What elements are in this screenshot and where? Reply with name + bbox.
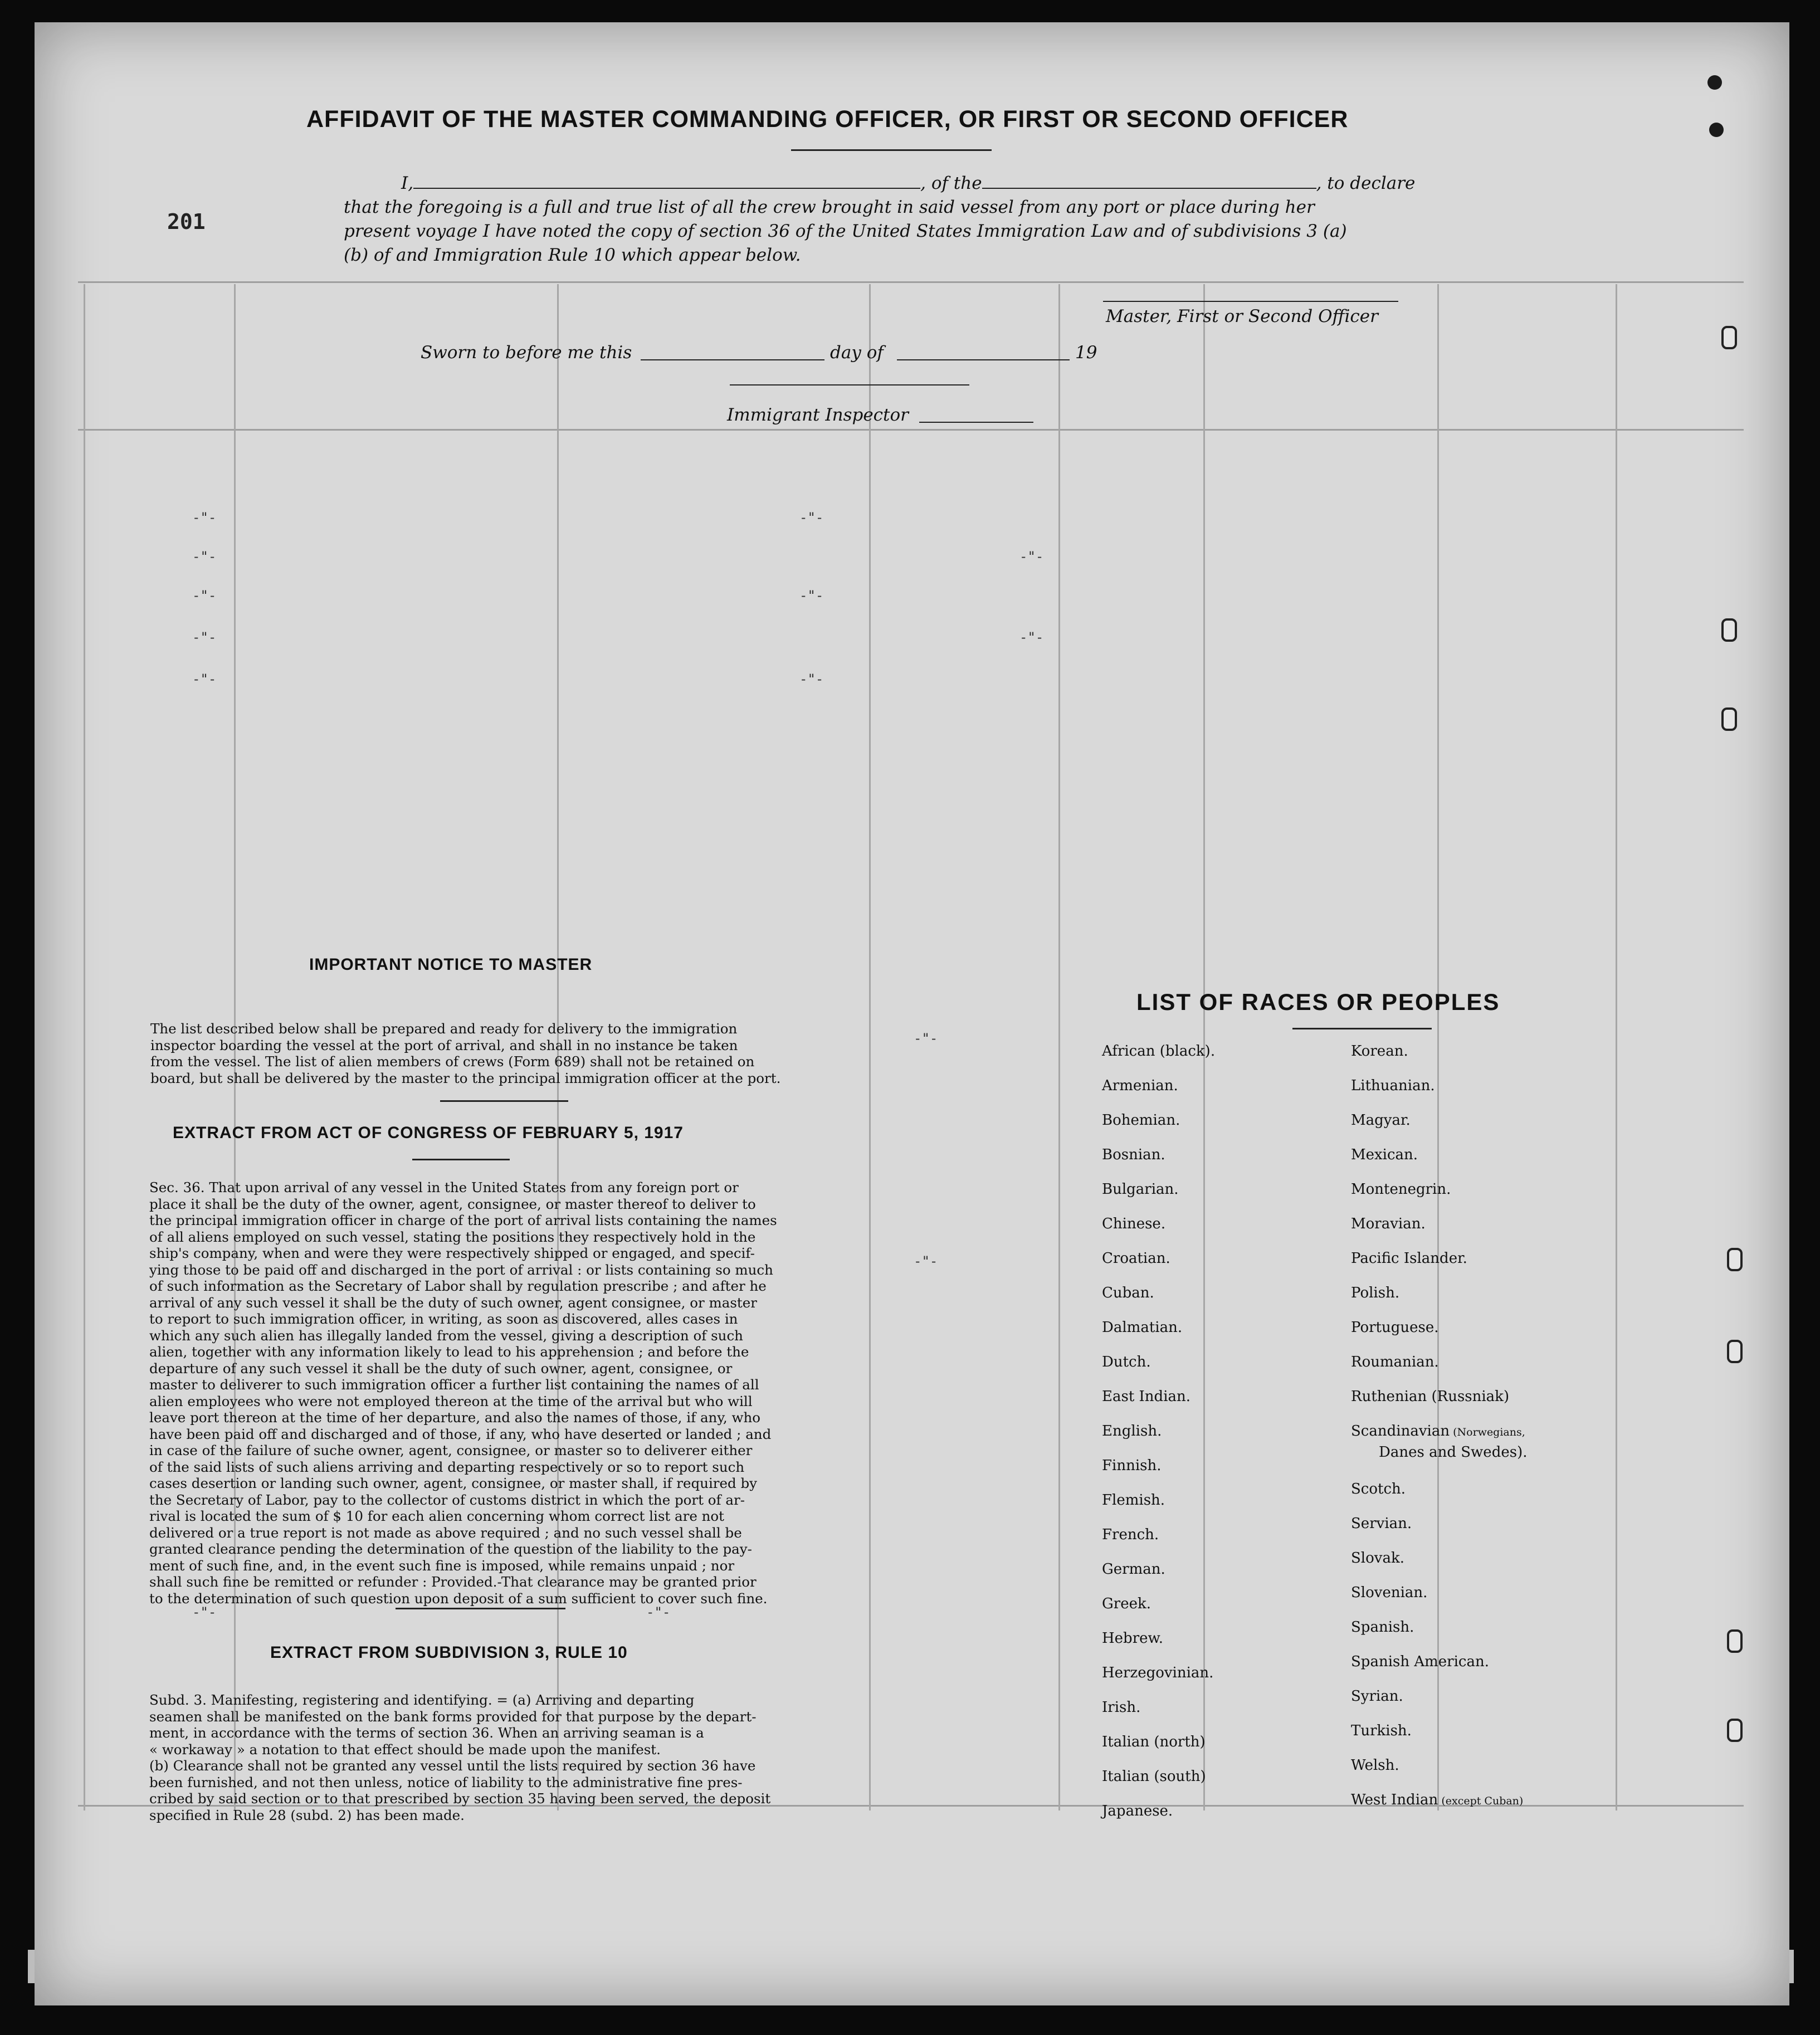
race-item: Chinese. — [1102, 1216, 1166, 1232]
rule-line: ment, in accordance with the terms of section 36. When an arriving seaman is a — [149, 1725, 704, 1741]
ditto-mark: -"- — [799, 671, 824, 687]
act-line: of all aliens employed on such vessel, stating the positions they respectively hold in the — [149, 1228, 756, 1245]
grid-line — [1616, 284, 1617, 1810]
race-item: Croatian. — [1102, 1250, 1170, 1267]
race-item: Mexican. — [1351, 1146, 1418, 1163]
race-item: Pacific Islander. — [1351, 1250, 1467, 1267]
declaration-line-3: present voyage I have noted the copy of section 36 of the United States Immigration Law and of subdivisions 3 (a) — [344, 221, 1347, 241]
act-line: delivered or a true report is not made as above required ; and no such vessel shall be — [149, 1524, 742, 1541]
act-line: arrival of any such vessel it shall be the duty of such owner, agent consignee, or master — [149, 1294, 757, 1311]
act-line: ying those to be paid off and discharged in the port of arrival : or lists containing so much — [149, 1261, 773, 1278]
race-note: (except Cuban) — [1438, 1795, 1524, 1807]
ditto-mark: -"- — [914, 1031, 938, 1046]
race-item: Italian (north) — [1102, 1734, 1206, 1750]
inspector-label: Immigrant Inspector — [727, 405, 909, 425]
rule-line: « workaway » a notation to that effect should be made upon the manifest. — [149, 1741, 661, 1758]
race-item: East Indian. — [1102, 1388, 1191, 1405]
declaration-i: I, — [401, 173, 414, 193]
race-item: Montenegrin. — [1351, 1181, 1451, 1198]
rivet-icon — [1707, 75, 1722, 90]
rule-line: seamen shall be manifested on the bank forms provided for that purpose by the depart- — [149, 1708, 757, 1725]
race-item: Flemish. — [1102, 1492, 1165, 1509]
affidavit-title: AFFIDAVIT OF THE MASTER COMMANDING OFFICER, OR FIRST OR SECOND OFFICER — [306, 106, 1349, 133]
punch-hole-icon — [1727, 1248, 1743, 1271]
act-line: departure of any such vessel it shall be the duty of such owner, agent, consignee, or — [149, 1360, 733, 1377]
race-item: Irish. — [1102, 1699, 1141, 1716]
race-item: Bosnian. — [1102, 1146, 1165, 1163]
race-item: Armenian. — [1102, 1077, 1178, 1094]
notice-rule — [440, 1100, 568, 1102]
ditto-mark: -"- — [192, 510, 217, 525]
ditto-mark: -"- — [914, 1253, 938, 1269]
notice-text — [150, 1021, 802, 1086]
declaration-line-2: that the foregoing is a full and true list of all the crew brought in said vessel from any port or place during her — [344, 197, 1315, 217]
punch-hole-icon — [1721, 618, 1737, 642]
rule-line: Subd. 3. Manifesting, registering and identifying. = (a) Arriving and departing — [149, 1692, 695, 1708]
race-note: Danes and Swedes). — [1379, 1444, 1528, 1461]
notice-line: from the vessel. The list of alien members of crews (Form 689) shall not be retained on — [150, 1053, 755, 1070]
act-line: to report to such immigration officer, in writing, as soon as discovered, alles cases in — [149, 1311, 738, 1327]
punch-hole-icon — [1727, 1629, 1743, 1653]
grid-line — [1058, 284, 1060, 1810]
act-line: of the said lists of such aliens arriving and departing respectively or so to report such — [149, 1458, 745, 1475]
race-item: Servian. — [1351, 1515, 1412, 1532]
race-item: African (black). — [1102, 1043, 1216, 1060]
declaration-line-1 — [401, 172, 1415, 196]
race-item: Spanish. — [1351, 1619, 1414, 1636]
grid-line — [1437, 284, 1439, 1810]
race-item: Bulgarian. — [1102, 1181, 1179, 1198]
act-line: ship's company, when and were they were respectively shipped or engaged, and specif- — [149, 1245, 755, 1261]
race-item: Italian (south) — [1102, 1768, 1206, 1785]
act-line: to the determination of such question upon deposit of a sum sufficient to cover such fine. — [149, 1590, 768, 1607]
race-item: Korean. — [1351, 1043, 1408, 1060]
ditto-mark: -"- — [192, 549, 217, 564]
notice-line: inspector boarding the vessel at the port of arrival, and shall in no instance be taken — [150, 1037, 738, 1053]
race-item: Polish. — [1351, 1285, 1400, 1301]
inspector-signature-line — [730, 384, 969, 385]
races-heading: LIST OF RACES OR PEOPLES — [1136, 989, 1500, 1015]
ditto-mark: -"- — [646, 1604, 671, 1620]
races-rule — [1292, 1028, 1432, 1029]
race-item: German. — [1102, 1561, 1165, 1578]
ditto-mark: -"- — [192, 671, 217, 687]
act-line: the principal immigration officer in charge of the port of arrival lists containing the names — [149, 1212, 777, 1228]
race-item: Herzegovinian. — [1102, 1665, 1214, 1681]
ditto-mark: -"- — [1019, 629, 1044, 645]
act-line: cases desertion or landing such owner, agent, consignee, or master shall, if required by — [149, 1475, 758, 1491]
notice-heading: IMPORTANT NOTICE TO MASTER — [309, 955, 593, 974]
ditto-mark: -"- — [799, 588, 824, 603]
act-heading: EXTRACT FROM ACT OF CONGRESS OF FEBRUARY 5, 1917 — [173, 1124, 684, 1142]
month-blank — [897, 359, 1070, 360]
race-item: French. — [1102, 1526, 1159, 1543]
act-line: have been paid off and discharged and of those, if any, who have deserted or landed ; and — [149, 1426, 772, 1442]
grid-line — [84, 284, 85, 1810]
ditto-mark: -"- — [192, 629, 217, 645]
grid-line — [869, 284, 871, 1810]
race-item: Magyar. — [1351, 1112, 1411, 1129]
act-line: in case of the failure of suche owner, agent, consignee, or master so to deliverer either — [149, 1442, 753, 1458]
act-line: place it shall be the duty of the owner, agent, consignee, or master thereof to deliver to — [149, 1195, 756, 1212]
rule-heading: EXTRACT FROM SUBDIVISION 3, RULE 10 — [270, 1643, 628, 1662]
year-label: 19 — [1075, 343, 1097, 363]
race-item: Cuban. — [1102, 1285, 1154, 1301]
race-item: Portuguese. — [1351, 1319, 1439, 1336]
race-item: Spanish American. — [1351, 1653, 1490, 1670]
act-line: ment of such fine, and, in the event such fine is imposed, while remains unpaid ; nor — [149, 1557, 735, 1574]
race-item: West Indian (except Cuban) — [1351, 1792, 1524, 1808]
declaration-of-the: , of the — [920, 173, 982, 193]
title-rule — [791, 149, 992, 151]
race-item: Slovak. — [1351, 1550, 1404, 1566]
punch-hole-icon — [1721, 707, 1737, 731]
act-line: Sec. 36. That upon arrival of any vessel in the United States from any foreign port or — [149, 1179, 739, 1195]
inspector-blank — [919, 422, 1033, 423]
race-item: Welsh. — [1351, 1757, 1399, 1774]
notice-line: The list described below shall be prepared and ready for delivery to the immigration — [150, 1021, 738, 1037]
rule-line: (b) Clearance shall not be granted any vessel until the lists required by section 36 have — [149, 1758, 756, 1774]
act-line: master to deliverer to such immigration officer a further list containing the names of all — [149, 1377, 759, 1393]
race-item: Dutch. — [1102, 1354, 1151, 1370]
race-item: Finnish. — [1102, 1457, 1162, 1474]
rule-line: been furnished, and not then unless, notice of liability to the administrative fine pres- — [149, 1774, 743, 1790]
act-end-rule — [396, 1608, 565, 1609]
race-item: Turkish. — [1351, 1722, 1412, 1739]
ditto-mark: -"- — [192, 1604, 217, 1620]
rule-line: cribed by said section or to that prescribed by section 35 having been served, the deposit — [149, 1790, 771, 1807]
act-line: shall such fine be remitted or refunder : Provided.-That clearance may be granted prior — [149, 1574, 757, 1590]
sworn-day-blank — [641, 359, 824, 360]
act-line: alien, together with any information likely to lead to his apprehension ; and before the — [149, 1344, 749, 1360]
act-line: leave port thereon at the time of her departure, and also the names of those, if any, who — [149, 1409, 760, 1426]
race-item: Scandinavian (Norwegians, — [1351, 1423, 1525, 1439]
rule-line: specified in Rule 28 (subd. 2) has been made. — [149, 1807, 465, 1823]
declaration-line-4: (b) of and Immigration Rule 10 which appear below. — [344, 245, 801, 265]
master-signature-line — [1103, 301, 1398, 302]
race-item: Moravian. — [1351, 1216, 1426, 1232]
punch-hole-icon — [1727, 1340, 1743, 1363]
race-item: Syrian. — [1351, 1688, 1403, 1705]
notice-line: board, but shall be delivered by the master to the principal immigration officer at the port. — [150, 1070, 781, 1086]
race-item: Roumanian. — [1351, 1354, 1439, 1370]
stamp-number: 201 — [167, 209, 206, 234]
race-item: Scotch. — [1351, 1481, 1406, 1497]
act-line: which any such alien has illegally landed from the vessel, giving a description of such — [149, 1327, 743, 1344]
race-item: English. — [1102, 1423, 1162, 1439]
act-rule — [412, 1159, 510, 1160]
sworn-label: Sworn to before me this — [421, 343, 632, 363]
act-line: of such information as the Secretary of Labor shall by regulation prescribe ; and after he — [149, 1278, 767, 1294]
act-line: granted clearance pending the determination of the question of the liability to the pay- — [149, 1541, 752, 1557]
race-item: Bohemian. — [1102, 1112, 1180, 1129]
act-text — [149, 1179, 804, 1607]
race-note: (Norwegians, — [1450, 1426, 1525, 1438]
race-item: Slovenian. — [1351, 1584, 1428, 1601]
race-item: Japanese. — [1102, 1803, 1173, 1819]
race-item: Lithuanian. — [1351, 1077, 1435, 1094]
ditto-mark: -"- — [1019, 549, 1044, 564]
declaration-to-declare: , to declare — [1316, 173, 1416, 193]
race-item: Hebrew. — [1102, 1630, 1163, 1647]
vessel-blank — [982, 174, 1316, 189]
rule-text — [149, 1692, 804, 1823]
punch-hole-icon — [1721, 326, 1737, 349]
race-item: Greek. — [1102, 1595, 1151, 1612]
ditto-mark: -"- — [799, 510, 824, 525]
race-item: Ruthenian (Russniak) — [1351, 1388, 1510, 1405]
act-line: the Secretary of Labor, pay to the collector of customs district in which the port of ar- — [149, 1491, 745, 1508]
act-line: alien employees who were not employed thereon at the time of the arrival but who will — [149, 1393, 753, 1409]
grid-line — [78, 429, 1744, 431]
name-blank — [413, 174, 920, 189]
grid-line — [78, 281, 1744, 283]
day-of-label: day of — [830, 343, 884, 363]
rivet-icon — [1709, 123, 1724, 137]
ditto-mark: -"- — [192, 588, 217, 603]
race-item: Dalmatian. — [1102, 1319, 1183, 1336]
master-signature-label: Master, First or Second Officer — [1106, 306, 1378, 326]
punch-hole-icon — [1727, 1719, 1743, 1742]
act-line: rival is located the sum of $ 10 for each alien concerning whom correct list are not — [149, 1508, 725, 1524]
